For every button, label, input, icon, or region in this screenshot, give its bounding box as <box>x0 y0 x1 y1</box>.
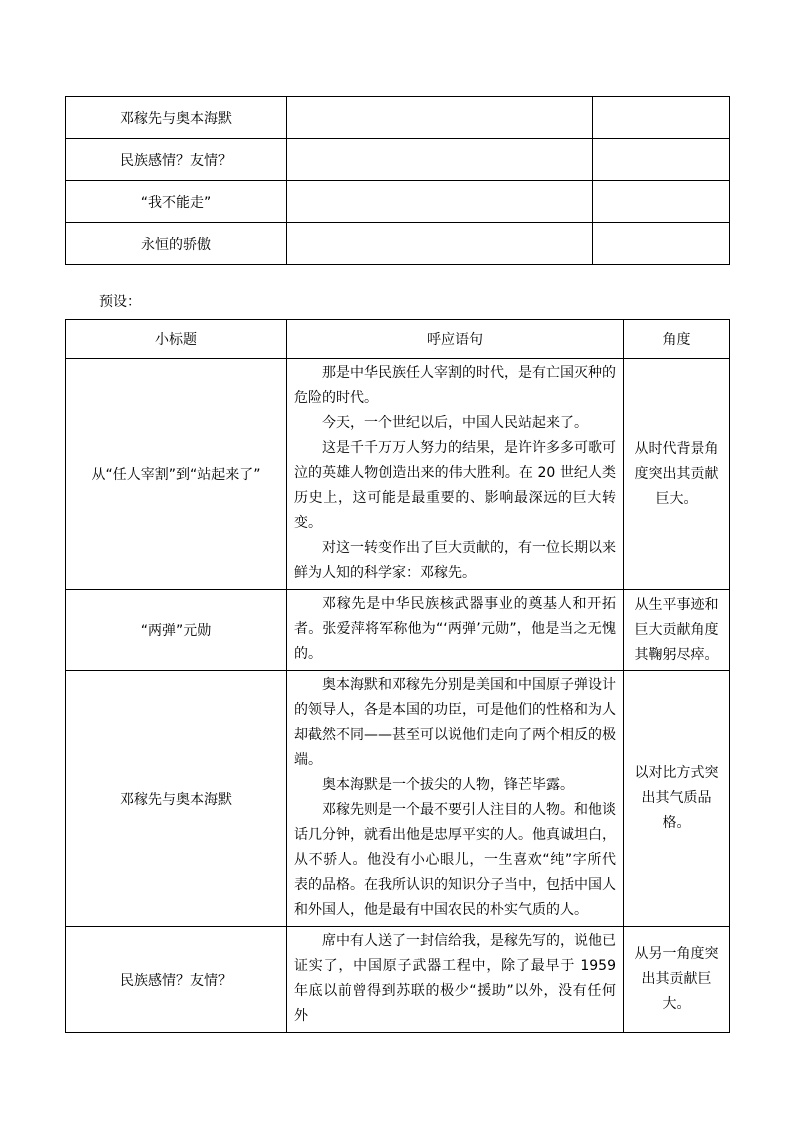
header-subtitle: 小标题 <box>66 320 287 359</box>
table-header-row <box>66 320 730 359</box>
sentence: 奥本海默和邓稼先分别是美国和中国原子弹设计的领导人，各是本国的功臣，可是他们的性格和为人却截然不同——甚至可以说他们走向了两个相反的极端。 <box>294 677 616 768</box>
header-angle: 角度 <box>624 320 730 359</box>
table-cell <box>287 97 593 139</box>
table-cell: 邓稼先与奥本海默 <box>66 97 287 139</box>
row-title: 从“任人宰割”到“站起来了” <box>66 359 287 590</box>
preset-table <box>65 319 730 1033</box>
table-cell <box>593 97 730 139</box>
table-row <box>66 223 730 265</box>
sentence: 邓稼先则是一个最不要引人注目的人物。和他谈话几分钟，就看出他是忠厚平实的人。他真诚坦白，从不骄人。他没有小心眼儿，一生喜欢“纯”字所代表的品格。在我所认识的知识分子当中，包括中国人和外国人，他是最有中国农民的朴实气质的人。 <box>294 802 616 918</box>
sentence: 对这一转变作出了巨大贡献的，有一位长期以来鲜为人知的科学家：邓稼先。 <box>294 540 616 581</box>
table-cell: “我不能走” <box>66 181 287 223</box>
table-row <box>66 181 730 223</box>
table-cell: 永恒的骄傲 <box>66 223 287 265</box>
row-angle: 以对比方式突出其气质品格。 <box>624 671 730 927</box>
row-sentences <box>287 927 624 1033</box>
header-sentences: 呼应语句 <box>287 320 624 359</box>
table-cell <box>593 181 730 223</box>
table-cell <box>593 139 730 181</box>
sentence: 这是千千万万人努力的结果，是许许多多可歌可泣的英雄人物创造出来的伟大胜利。在 20 世纪人类历史上，这可能是最重要的、影响最深远的巨大转变。 <box>294 440 616 531</box>
table-row <box>66 927 730 1033</box>
table-cell: 民族感情？友情？ <box>66 139 287 181</box>
row-angle: 从生平事迹和巨大贡献角度其鞠躬尽瘁。 <box>624 590 730 671</box>
row-title: “两弹”元勋 <box>66 590 287 671</box>
row-sentences <box>287 359 624 590</box>
table-cell <box>287 181 593 223</box>
table-row <box>66 590 730 671</box>
table-cell <box>287 223 593 265</box>
sentence: 席中有人送了一封信给我，是稼先写的，说他已证实了，中国原子武器工程中，除了最早于 1959 年底以前曾得到苏联的极少“援助”以外，没有任何外 <box>294 933 616 1024</box>
preset-label: 预设： <box>99 294 141 310</box>
table-row <box>66 139 730 181</box>
table-row <box>66 97 730 139</box>
row-sentences <box>287 590 624 671</box>
row-title: 民族感情？友情？ <box>66 927 287 1033</box>
row-angle: 从另一角度突出其贡献巨大。 <box>624 927 730 1033</box>
sentence: 今天，一个世纪以后，中国人民站起来了。 <box>322 415 588 431</box>
table-cell <box>287 139 593 181</box>
row-sentences <box>287 671 624 927</box>
outline-table <box>65 96 730 265</box>
sentence: 奥本海默是一个拔尖的人物，锋芒毕露。 <box>322 777 574 793</box>
sentence: 邓稼先是中华民族核武器事业的奠基人和开拓者。张爱萍将军称他为“‘两弹’元勋”，他是当之无愧的。 <box>294 596 616 662</box>
table-row <box>66 359 730 590</box>
row-title: 邓稼先与奥本海默 <box>66 671 287 927</box>
row-angle: 从时代背景角度突出其贡献巨大。 <box>624 359 730 590</box>
table-cell <box>593 223 730 265</box>
table-row <box>66 671 730 927</box>
sentence: 那是中华民族任人宰割的时代，是有亡国灭种的危险的时代。 <box>294 365 616 406</box>
